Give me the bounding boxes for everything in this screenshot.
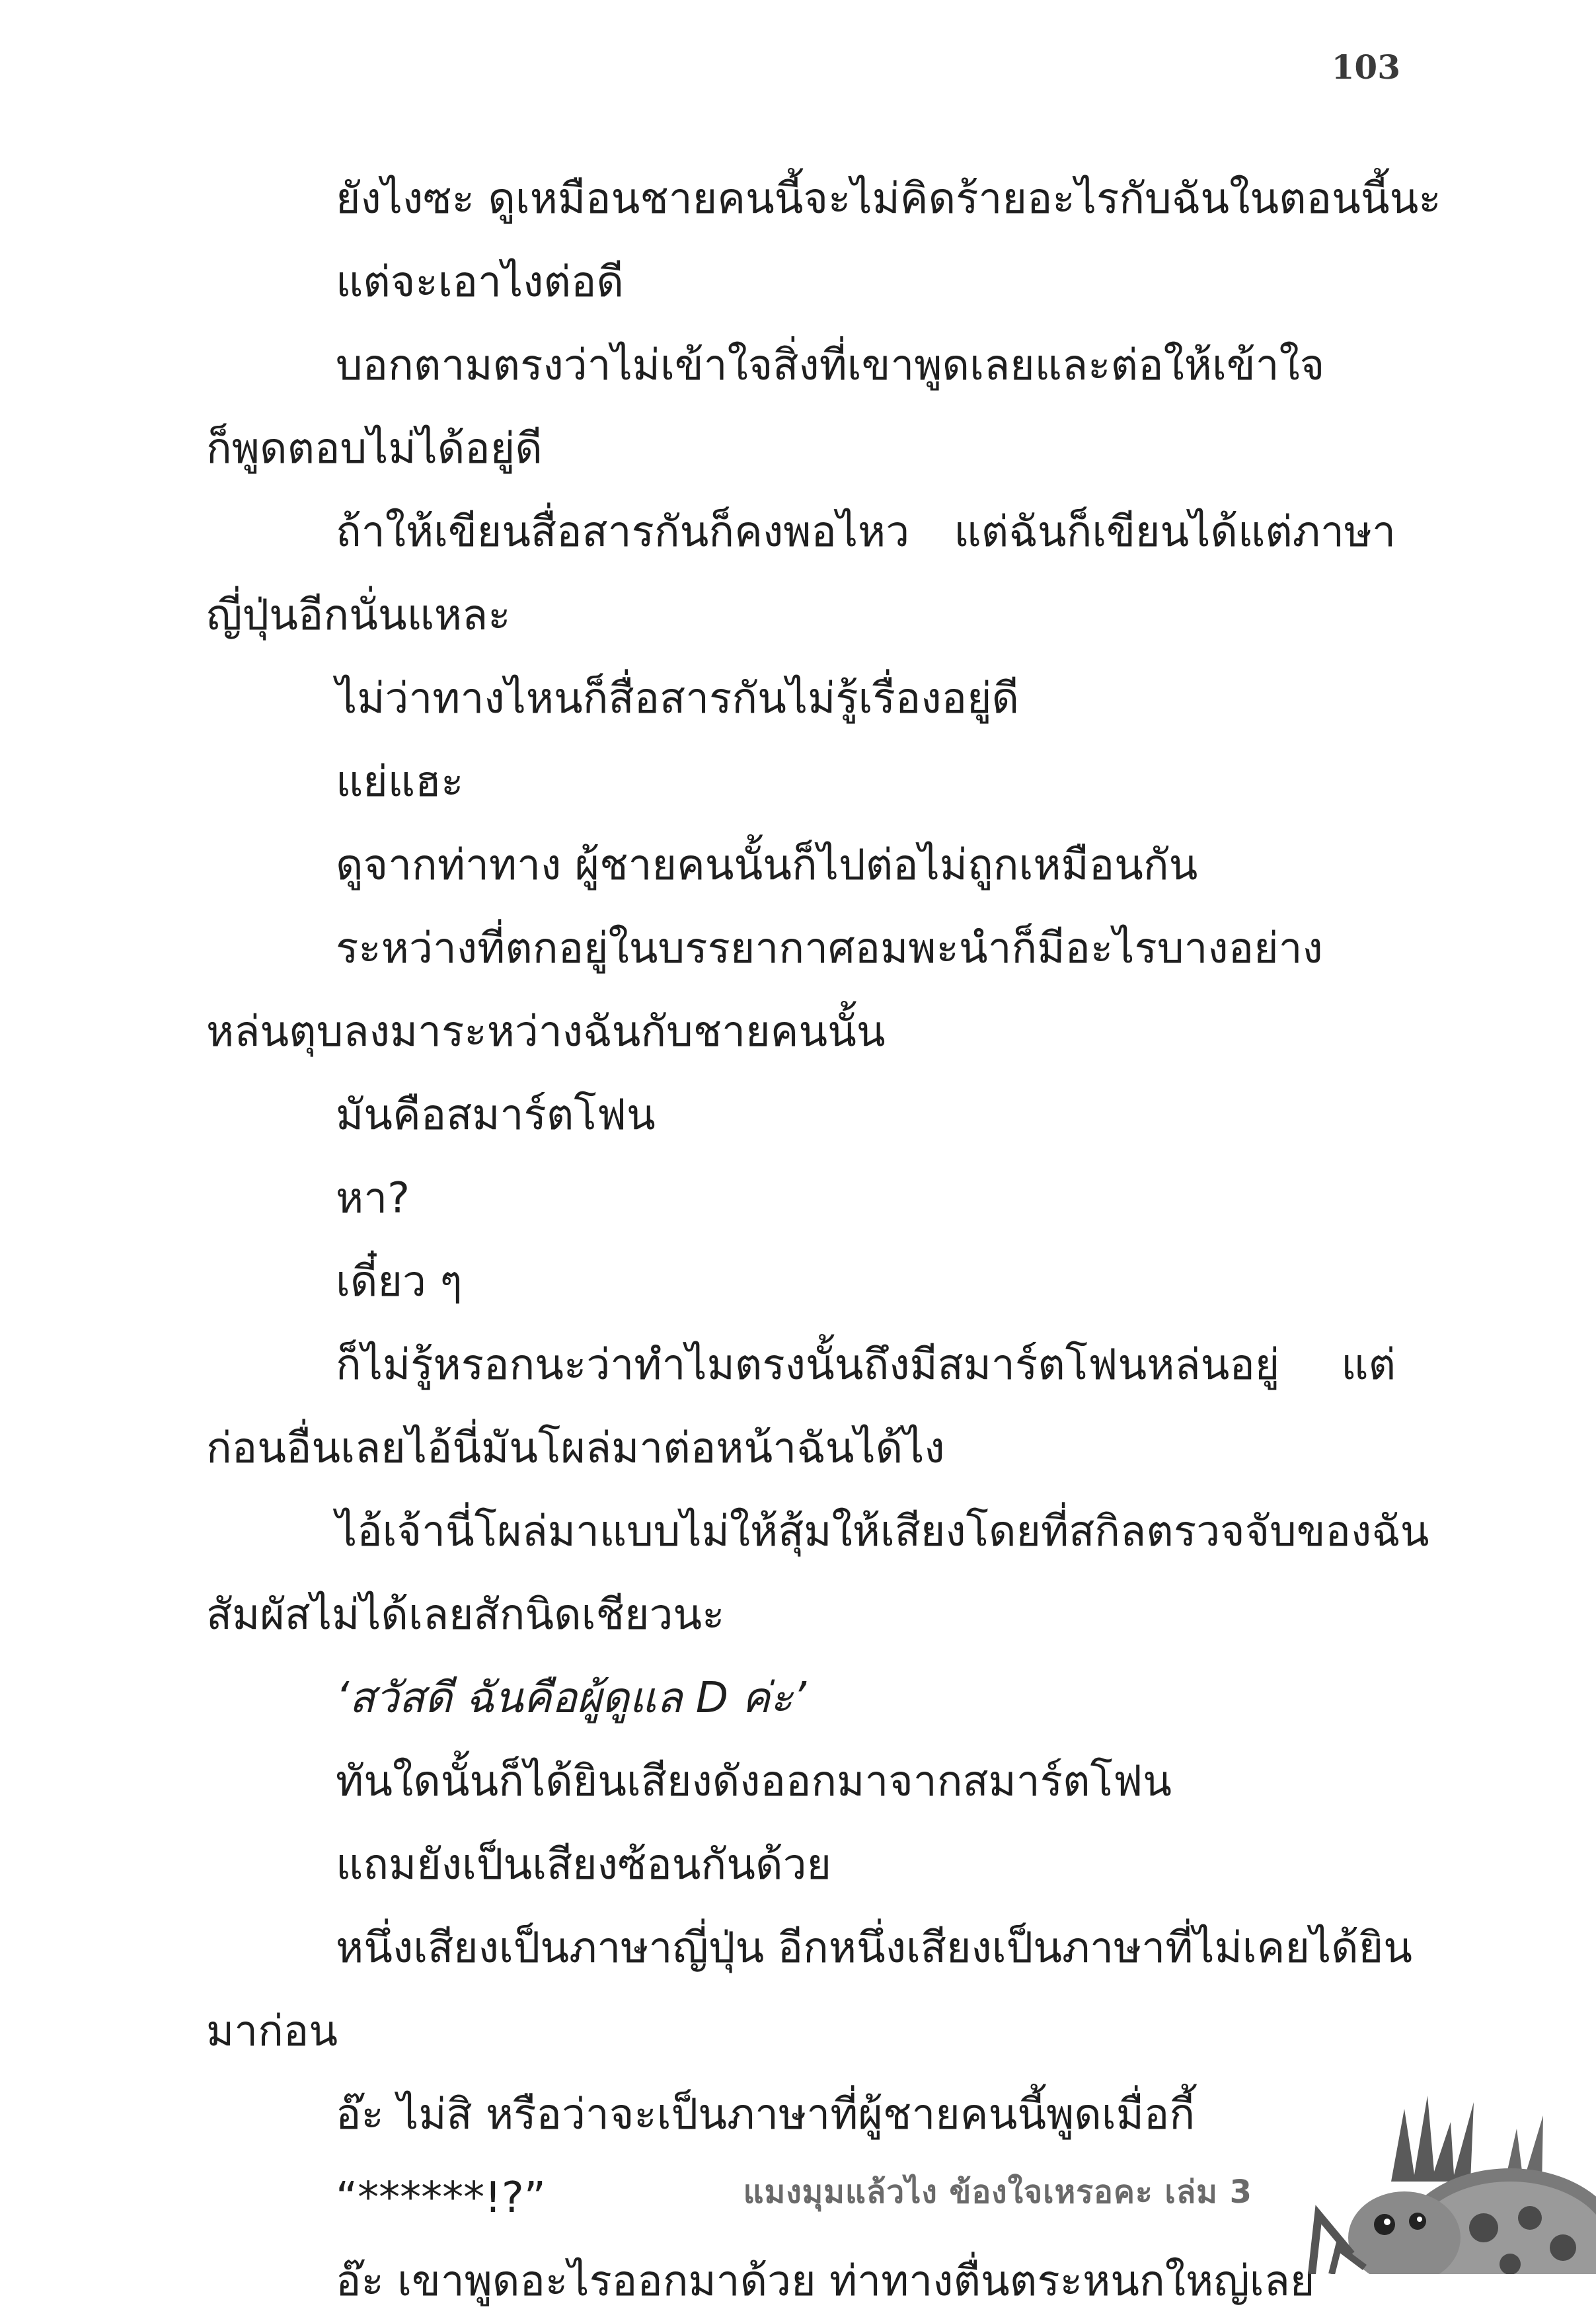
paragraph-line: บอกตามตรงว่าไม่เข้าใจสิ่งที่เขาพูดเลยและต่อให้เข้าใจ: [336, 341, 1325, 390]
paragraph: [206, 1240, 1396, 1323]
paragraph: [206, 491, 1396, 657]
paragraph: [206, 1823, 1396, 1907]
paragraph-quote: [206, 1657, 1396, 1740]
paragraph: [206, 740, 1396, 824]
paragraph-line: ก็ไม่รู้หรอกนะว่าทำไมตรงนั้นถึงมีสมาร์ตโฟนหล่นอยู่ แต่: [336, 1341, 1396, 1390]
paragraph: [206, 241, 1396, 324]
paragraph: [206, 2240, 1396, 2323]
paragraph-line: ไอ้เจ้านี่โผล่มาแบบไม่ให้สุ้มให้เสียงโดยที่สกิลตรวจจับของฉัน: [336, 1507, 1429, 1556]
paragraph: [206, 157, 1441, 241]
page-number: 103: [1331, 48, 1400, 87]
paragraph: [206, 1907, 1412, 2073]
paragraph-line: หา?: [336, 1174, 410, 1223]
paragraph-continuation: ญี่ปุ่นอีกนั่นแหละ: [206, 591, 511, 640]
paragraph-continuation: มาก่อน: [206, 2007, 338, 2056]
footer-book-title: แมงมุมแล้วไง ข้องใจเหรอคะ เล่ม 3: [743, 2174, 1252, 2211]
paragraph-line: อ๊ะ เขาพูดอะไรออกมาด้วย ท่าทางตื่นตระหนกใหญ่เลย: [336, 2257, 1315, 2306]
paragraph: [206, 1740, 1396, 1823]
paragraph-line: ถ้าให้เขียนสื่อสารกันก็คงพอไหว แต่ฉันก็เขียนได้แต่ภาษา: [336, 508, 1396, 557]
paragraph-continuation: ก่อนอื่นเลยไอ้นี่มันโผล่มาต่อหน้าฉันได้ไง: [206, 1424, 945, 1473]
paragraph-line: แย่แฮะ: [336, 758, 464, 807]
paragraph: [206, 907, 1396, 1074]
paragraph: [206, 1157, 1396, 1240]
paragraph: [206, 824, 1396, 907]
body-text: [206, 157, 1441, 2323]
paragraph-line: ทันใดนั้นก็ได้ยินเสียงดังออกมาจากสมาร์ตโฟน: [336, 1757, 1172, 1806]
paragraph-line: “******!?”: [336, 2174, 546, 2223]
paragraph-line: แถมยังเป็นเสียงซ้อนกันด้วย: [336, 1840, 831, 1889]
paragraph-line: มันคือสมาร์ตโฟน: [336, 1091, 656, 1140]
paragraph-line: อ๊ะ ไม่สิ หรือว่าจะเป็นภาษาที่ผู้ชายคนนี้พูดเมื่อกี้: [336, 2090, 1196, 2139]
paragraph-continuation: หล่นตุบลงมาระหว่างฉันกับชายคนนั้น: [206, 1007, 886, 1056]
paragraph-line: ดูจากท่าทาง ผู้ชายคนนั้นก็ไปต่อไม่ถูกเหมือนกัน: [336, 841, 1198, 890]
paragraph-continuation: สัมผัสไม่ได้เลยสักนิดเชียวนะ: [206, 1591, 725, 1639]
spider-mascot-icon: [1292, 2082, 1596, 2274]
paragraph: [206, 324, 1396, 491]
paragraph: [206, 1490, 1429, 1657]
paragraph-line: เดี๋ยว ๆ: [336, 1257, 463, 1306]
paragraph-line: ‘สวัสดี ฉันคือผู้ดูแล D ค่ะ’: [336, 1674, 806, 1723]
paragraph-line: หนึ่งเสียงเป็นภาษาญี่ปุ่น อีกหนึ่งเสียงเป็นภาษาที่ไม่เคยได้ยิน: [336, 1924, 1412, 1973]
paragraph-line: ยังไงซะ ดูเหมือนชายคนนี้จะไม่คิดร้ายอะไรกับฉันในตอนนี้นะ: [336, 175, 1441, 223]
paragraph: [206, 1323, 1396, 1490]
paragraph-line: ไม่ว่าทางไหนก็สื่อสารกันไม่รู้เรื่องอยู่ดี: [336, 674, 1020, 723]
paragraph-continuation: ก็พูดตอบไม่ได้อยู่ดี: [206, 424, 543, 473]
paragraph-line: ระหว่างที่ตกอยู่ในบรรยากาศอมพะนำก็มีอะไรบางอย่าง: [336, 924, 1323, 973]
paragraph: [206, 2073, 1396, 2156]
paragraph: [206, 1074, 1396, 1157]
paragraph: [206, 657, 1396, 740]
paragraph-line: แต่จะเอาไงต่อดี: [336, 258, 624, 307]
